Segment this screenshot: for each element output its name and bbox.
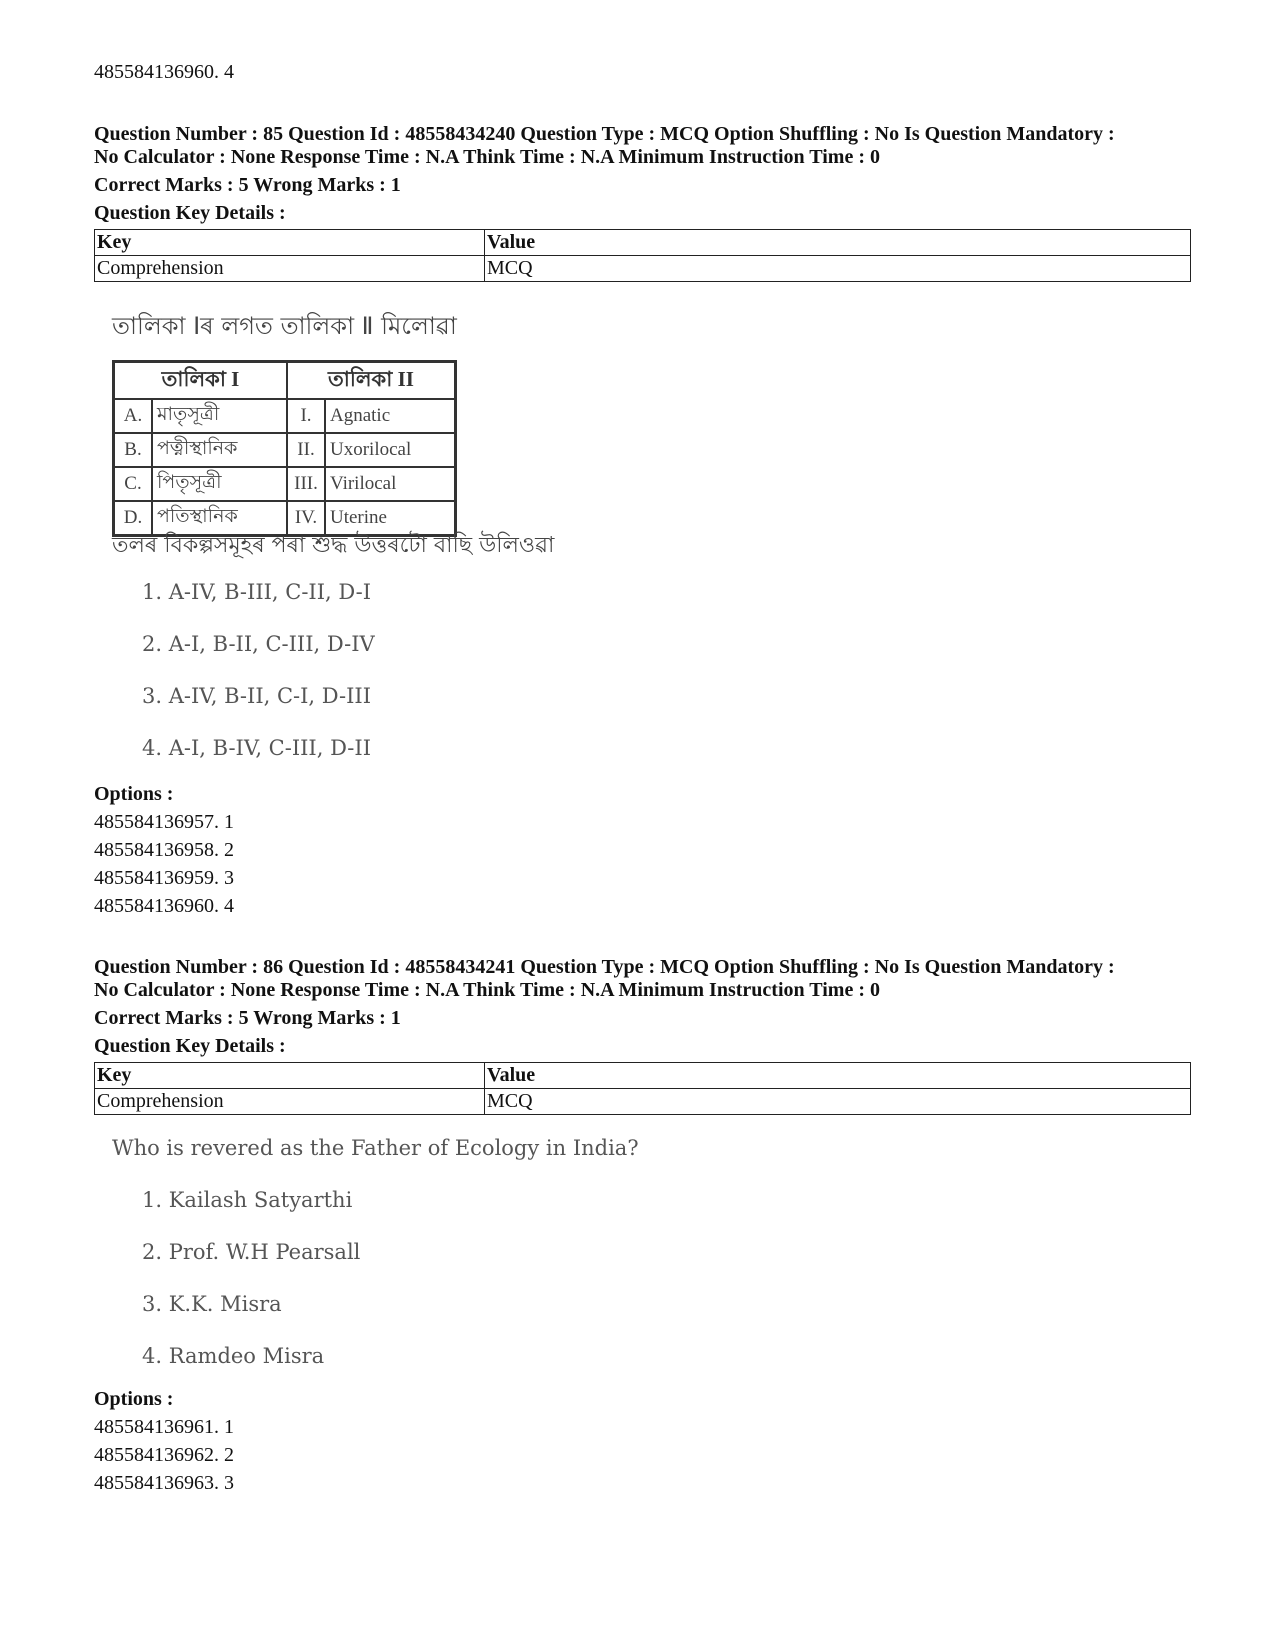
marks-line: Correct Marks : 5 Wrong Marks : 1 bbox=[94, 1007, 401, 1029]
row-numeral: IV. bbox=[287, 501, 325, 536]
question-header: Question Number : 85 Question Id : 48558434240 Question Type : MCQ Option Shuffling : No Is Question Mandatory : bbox=[94, 123, 1115, 145]
option-line: 485584136959. 3 bbox=[94, 867, 234, 889]
match-row bbox=[114, 399, 456, 433]
row-match: Agnatic bbox=[325, 399, 456, 433]
match-row bbox=[114, 467, 456, 501]
key-details-label: Question Key Details : bbox=[94, 202, 286, 224]
question-text: Who is revered as the Father of Ecology in India? bbox=[112, 1136, 639, 1160]
answer-choice: 4. Ramdeo Misra bbox=[142, 1344, 325, 1368]
answer-choice: 4. A-I, B-IV, C-III, D-II bbox=[142, 736, 371, 760]
row-letter: B. bbox=[114, 433, 153, 467]
row-numeral: II. bbox=[287, 433, 325, 467]
option-line: 485584136962. 2 bbox=[94, 1444, 234, 1466]
value-header: Value bbox=[485, 230, 1191, 256]
match-table bbox=[112, 360, 457, 537]
row-match: Virilocal bbox=[325, 467, 456, 501]
key-details-label: Question Key Details : bbox=[94, 1035, 286, 1057]
row-letter: C. bbox=[114, 467, 153, 501]
option-line: 485584136961. 1 bbox=[94, 1416, 234, 1438]
row-term: মাতৃসূত্ৰী bbox=[152, 399, 287, 433]
answer-choice: 2. A-I, B-II, C-III, D-IV bbox=[142, 632, 375, 656]
row-term: পত্নীস্থানিক bbox=[152, 433, 287, 467]
row-match: Uxorilocal bbox=[325, 433, 456, 467]
row-term: পতিস্থানিক bbox=[152, 501, 287, 536]
row-numeral: I. bbox=[287, 399, 325, 433]
answer-choice: 1. Kailash Satyarthi bbox=[142, 1188, 353, 1212]
option-line: 485584136958. 2 bbox=[94, 839, 234, 861]
options-label: Options : bbox=[94, 1388, 174, 1410]
option-line: 485584136960. 4 bbox=[94, 61, 234, 83]
row-letter: A. bbox=[114, 399, 153, 433]
value-cell: MCQ bbox=[485, 256, 1191, 282]
key-header: Key bbox=[95, 230, 485, 256]
list-1-header: তালিকা I bbox=[114, 362, 288, 400]
question-prompt: তালিকা Ⅰৰ লগত তালিকা Ⅱ মিলোৱা bbox=[112, 312, 457, 340]
question-instruction: তলৰ বিকল্পসমূহৰ পৰা শুদ্ধ উত্তৰটো বাছি উলিওৱা bbox=[112, 533, 555, 558]
key-header: Key bbox=[95, 1063, 485, 1089]
row-letter: D. bbox=[114, 501, 153, 536]
key-cell: Comprehension bbox=[95, 256, 485, 282]
options-label: Options : bbox=[94, 783, 174, 805]
value-header: Value bbox=[485, 1063, 1191, 1089]
key-details-table bbox=[94, 229, 1191, 282]
option-line: 485584136960. 4 bbox=[94, 895, 234, 917]
option-line: 485584136957. 1 bbox=[94, 811, 234, 833]
question-header: Question Number : 86 Question Id : 48558434241 Question Type : MCQ Option Shuffling : No Is Question Mandatory : bbox=[94, 956, 1115, 978]
key-cell: Comprehension bbox=[95, 1089, 485, 1115]
answer-choice: 1. A-IV, B-III, C-II, D-I bbox=[142, 580, 371, 604]
marks-line: Correct Marks : 5 Wrong Marks : 1 bbox=[94, 174, 401, 196]
answer-choice: 3. A-IV, B-II, C-I, D-III bbox=[142, 684, 371, 708]
answer-choice: 3. K.K. Misra bbox=[142, 1292, 282, 1316]
question-header-cont: No Calculator : None Response Time : N.A Think Time : N.A Minimum Instruction Time : 0 bbox=[94, 146, 880, 168]
key-details-table bbox=[94, 1062, 1191, 1115]
option-line: 485584136963. 3 bbox=[94, 1472, 234, 1494]
answer-choice: 2. Prof. W.H Pearsall bbox=[142, 1240, 361, 1264]
question-header-cont: No Calculator : None Response Time : N.A Think Time : N.A Minimum Instruction Time : 0 bbox=[94, 979, 880, 1001]
row-term: পিতৃসূত্ৰী bbox=[152, 467, 287, 501]
row-match: Uterine bbox=[325, 501, 456, 536]
list-2-header: তালিকা II bbox=[287, 362, 456, 400]
value-cell: MCQ bbox=[485, 1089, 1191, 1115]
row-numeral: III. bbox=[287, 467, 325, 501]
match-row bbox=[114, 433, 456, 467]
